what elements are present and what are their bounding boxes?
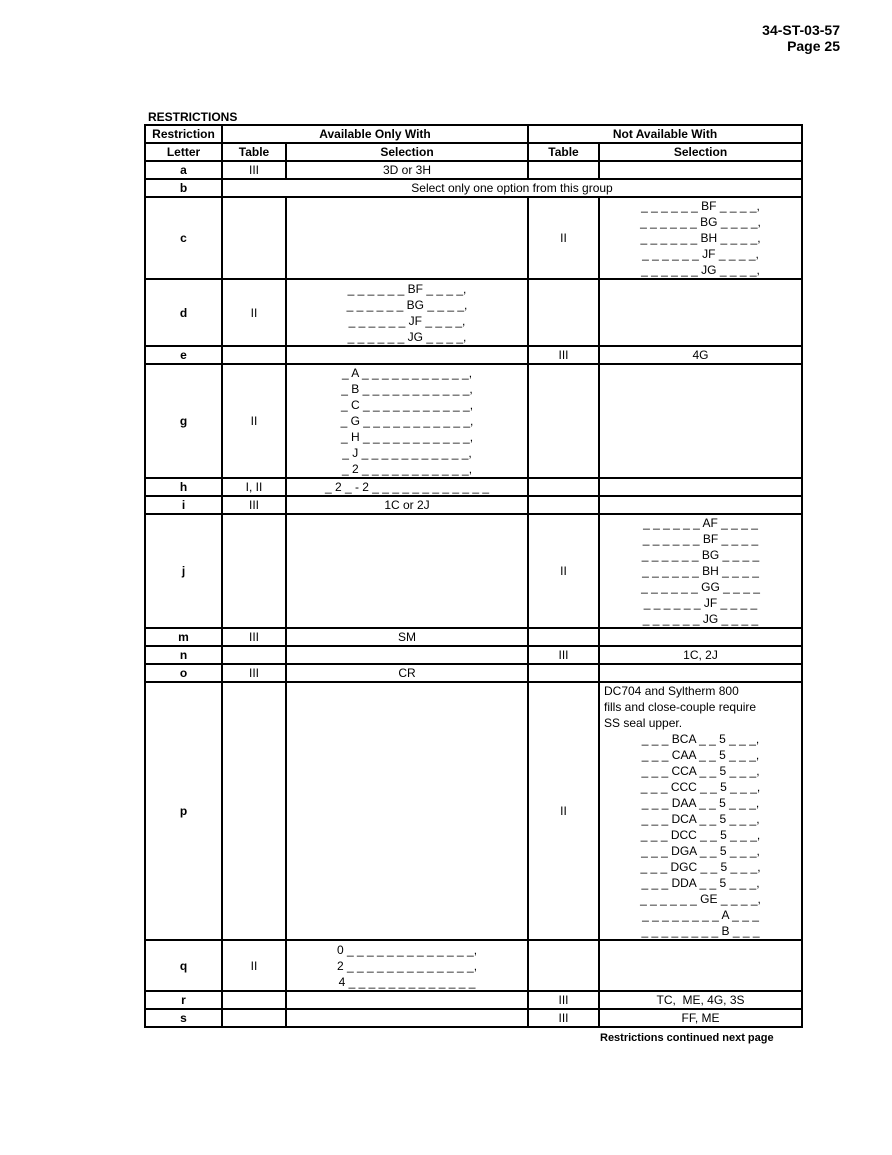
restriction-letter: o (145, 664, 222, 682)
table-row (145, 628, 802, 646)
table-row (145, 496, 802, 514)
not-available-selection (599, 496, 802, 514)
selection-code: _ _ _ _ _ _ GG _ _ _ _ (641, 580, 760, 594)
restriction-letter: j (145, 514, 222, 628)
selection-code: _ _ _ _ _ _ JF _ _ _ _, (348, 313, 466, 328)
selection-code: _ _ _ BCA _ _ 5 _ _ _, (641, 732, 760, 746)
not-available-selection (599, 197, 802, 279)
column-header-not-available-with: Not Available With (528, 125, 802, 143)
available-selection (286, 682, 528, 940)
available-table (222, 514, 286, 628)
selection-code: _ _ _ _ _ _ JF _ _ _ _, (642, 247, 759, 261)
selection-code: _ G _ _ _ _ _ _ _ _ _ _ _, (340, 414, 474, 428)
selection-code: _ _ _ _ _ _ JG _ _ _ _ (642, 612, 759, 626)
selection-code: 2 _ _ _ _ _ _ _ _ _ _ _ _ _, (336, 958, 478, 973)
selection-code: _ _ _ _ _ _ BF _ _ _ _, (641, 199, 760, 213)
not-available-selection (599, 1009, 802, 1027)
restriction-letter: g (145, 364, 222, 478)
table-row (145, 161, 802, 179)
selection-code: _ _ _ CCC _ _ 5 _ _ _, (640, 780, 761, 794)
column-header-available-only-with: Available Only With (222, 125, 528, 143)
available-table: III (222, 496, 286, 514)
selection-code: _ H _ _ _ _ _ _ _ _ _ _ _, (340, 430, 474, 444)
selection-code: 0 _ _ _ _ _ _ _ _ _ _ _ _ _, (336, 942, 478, 957)
table-row (145, 664, 802, 682)
selection-code: FF, ME (681, 1011, 720, 1025)
not-available-selection (599, 161, 802, 179)
table-row (145, 364, 802, 478)
table-row (145, 646, 802, 664)
column-header-restriction: Restriction (145, 125, 222, 143)
available-selection (286, 628, 528, 646)
not-available-selection (599, 664, 802, 682)
selection-code: _ A _ _ _ _ _ _ _ _ _ _ _, (341, 366, 473, 380)
selection-code: _ _ _ DGC _ _ 5 _ _ _, (640, 860, 761, 874)
selection-code: _ _ _ DDA _ _ 5 _ _ _, (641, 876, 760, 890)
available-selection (286, 197, 528, 279)
table-row (145, 682, 802, 940)
table-row (145, 279, 802, 346)
table-row (145, 1009, 802, 1027)
selection-code: _ 2 _ - 2 _ _ _ _ _ _ _ _ _ _ _ _ (324, 480, 490, 494)
page-number: Page 25 (787, 38, 840, 54)
restriction-letter: r (145, 991, 222, 1009)
not-available-selection (599, 682, 802, 940)
not-available-selection (599, 364, 802, 478)
restriction-letter: q (145, 940, 222, 991)
selection-code: _ _ _ _ _ _ JG _ _ _ _, (347, 329, 467, 344)
selection-code: 1C, 2J (683, 648, 718, 662)
not-available-selection (599, 628, 802, 646)
column-header-available-table: Table (222, 143, 286, 161)
available-table: II (222, 940, 286, 991)
restriction-letter: p (145, 682, 222, 940)
selection-code: SM (398, 630, 416, 644)
selection-code: _ _ _ _ _ _ BH _ _ _ _ (642, 564, 759, 578)
available-selection (286, 514, 528, 628)
selection-code: 3D or 3H (382, 163, 432, 177)
continued-note: Restrictions continued next page (600, 1032, 774, 1044)
selection-code: _ J _ _ _ _ _ _ _ _ _ _ _, (342, 446, 472, 460)
restriction-letter: s (145, 1009, 222, 1027)
available-table: II (222, 279, 286, 346)
not-available-table (528, 940, 599, 991)
available-table (222, 991, 286, 1009)
selection-code: CR (398, 666, 416, 680)
selection-code: _ _ _ _ _ _ GE _ _ _ _, (640, 892, 761, 906)
table-row (145, 514, 802, 628)
not-available-table: III (528, 991, 599, 1009)
restriction-letter: a (145, 161, 222, 179)
selection-code: _ _ _ DCC _ _ 5 _ _ _, (640, 828, 761, 842)
available-table: II (222, 364, 286, 478)
available-table (222, 197, 286, 279)
selection-code: 4G (692, 348, 709, 362)
column-header-not-available-selection: Selection (599, 143, 802, 161)
selection-code: _ _ _ _ _ _ BF _ _ _ _, (347, 281, 467, 296)
table-row (145, 991, 802, 1009)
restriction-letter: i (145, 496, 222, 514)
selection-code: _ 2 _ _ _ _ _ _ _ _ _ _ _, (341, 462, 473, 476)
available-table: III (222, 628, 286, 646)
not-available-table (528, 496, 599, 514)
not-available-table (528, 664, 599, 682)
restriction-letter: e (145, 346, 222, 364)
not-available-selection (599, 646, 802, 664)
document-number: 34-ST-03-57 (762, 22, 840, 38)
selection-code: 1C or 2J (384, 498, 430, 512)
available-table (222, 346, 286, 364)
selection-code: _ _ _ _ _ _ JG _ _ _ _, (641, 263, 760, 277)
restriction-note: fills and close-couple require (604, 700, 757, 714)
selection-code: _ _ _ DCA _ _ 5 _ _ _, (641, 812, 760, 826)
not-available-table (528, 279, 599, 346)
section-title: RESTRICTIONS (148, 110, 238, 124)
not-available-selection (599, 346, 802, 364)
selection-code: _ C _ _ _ _ _ _ _ _ _ _ _, (340, 398, 474, 412)
selection-code: _ _ _ _ _ _ _ _ A _ _ _ (642, 908, 759, 922)
not-available-selection (599, 514, 802, 628)
available-selection (286, 346, 528, 364)
selection-code: _ _ _ CCA _ _ 5 _ _ _, (641, 764, 760, 778)
available-selection (286, 364, 528, 478)
not-available-table (528, 364, 599, 478)
not-available-selection (599, 991, 802, 1009)
restriction-note: SS seal upper. (604, 716, 683, 730)
available-table (222, 646, 286, 664)
not-available-table (528, 478, 599, 496)
available-selection (286, 496, 528, 514)
merged-selection: Select only one option from this group (222, 179, 802, 197)
table-row (145, 179, 802, 197)
selection-code: _ _ _ _ _ _ AF _ _ _ _ (643, 516, 758, 530)
restrictions-table (144, 124, 803, 1028)
selection-code: _ _ _ DAA _ _ 5 _ _ _, (641, 796, 760, 810)
not-available-table (528, 628, 599, 646)
document-header (762, 22, 840, 54)
not-available-table: III (528, 646, 599, 664)
available-selection (286, 664, 528, 682)
restriction-note: DC704 and Syltherm 800 (604, 684, 739, 698)
table-row (145, 478, 802, 496)
restriction-letter: n (145, 646, 222, 664)
restriction-letter: d (145, 279, 222, 346)
restriction-letter: h (145, 478, 222, 496)
selection-code: 4 _ _ _ _ _ _ _ _ _ _ _ _ _ (338, 974, 476, 989)
available-table (222, 1009, 286, 1027)
available-selection (286, 940, 528, 991)
not-available-table: III (528, 346, 599, 364)
not-available-selection (599, 478, 802, 496)
available-selection (286, 991, 528, 1009)
table-row (145, 346, 802, 364)
restriction-letter: c (145, 197, 222, 279)
not-available-table: III (528, 1009, 599, 1027)
restriction-letter: b (145, 179, 222, 197)
not-available-selection (599, 279, 802, 346)
restriction-letter: m (145, 628, 222, 646)
available-selection (286, 1009, 528, 1027)
selection-code: _ _ _ _ _ _ BF _ _ _ _ (642, 532, 759, 546)
selection-code: _ _ _ _ _ _ JF _ _ _ _ (643, 596, 758, 610)
selection-code: TC, ME, 4G, 3S (656, 993, 745, 1007)
available-table: I, II (222, 478, 286, 496)
available-selection (286, 279, 528, 346)
available-selection (286, 646, 528, 664)
available-table (222, 682, 286, 940)
not-available-table: II (528, 682, 599, 940)
selection-code: _ _ _ _ _ _ BG _ _ _ _, (346, 297, 468, 312)
not-available-selection (599, 940, 802, 991)
selection-code: _ B _ _ _ _ _ _ _ _ _ _ _, (341, 382, 473, 396)
available-selection (286, 478, 528, 496)
table-row (145, 940, 802, 991)
column-header-available-selection: Selection (286, 143, 528, 161)
not-available-table (528, 161, 599, 179)
available-table: III (222, 161, 286, 179)
available-table: III (222, 664, 286, 682)
selection-code: _ _ _ _ _ _ BG _ _ _ _ (641, 548, 760, 562)
not-available-table: II (528, 514, 599, 628)
available-selection (286, 161, 528, 179)
selection-code: _ _ _ _ _ _ BG _ _ _ _, (640, 215, 761, 229)
selection-code: _ _ _ _ _ _ BH _ _ _ _, (640, 231, 761, 245)
table-row (145, 197, 802, 279)
not-available-table: II (528, 197, 599, 279)
selection-code: _ _ _ DGA _ _ 5 _ _ _, (641, 844, 760, 858)
selection-code: _ _ _ CAA _ _ 5 _ _ _, (641, 748, 760, 762)
selection-code: _ _ _ _ _ _ _ _ B _ _ _ (641, 924, 760, 938)
column-header-not-available-table: Table (528, 143, 599, 161)
column-header-letter: Letter (145, 143, 222, 161)
